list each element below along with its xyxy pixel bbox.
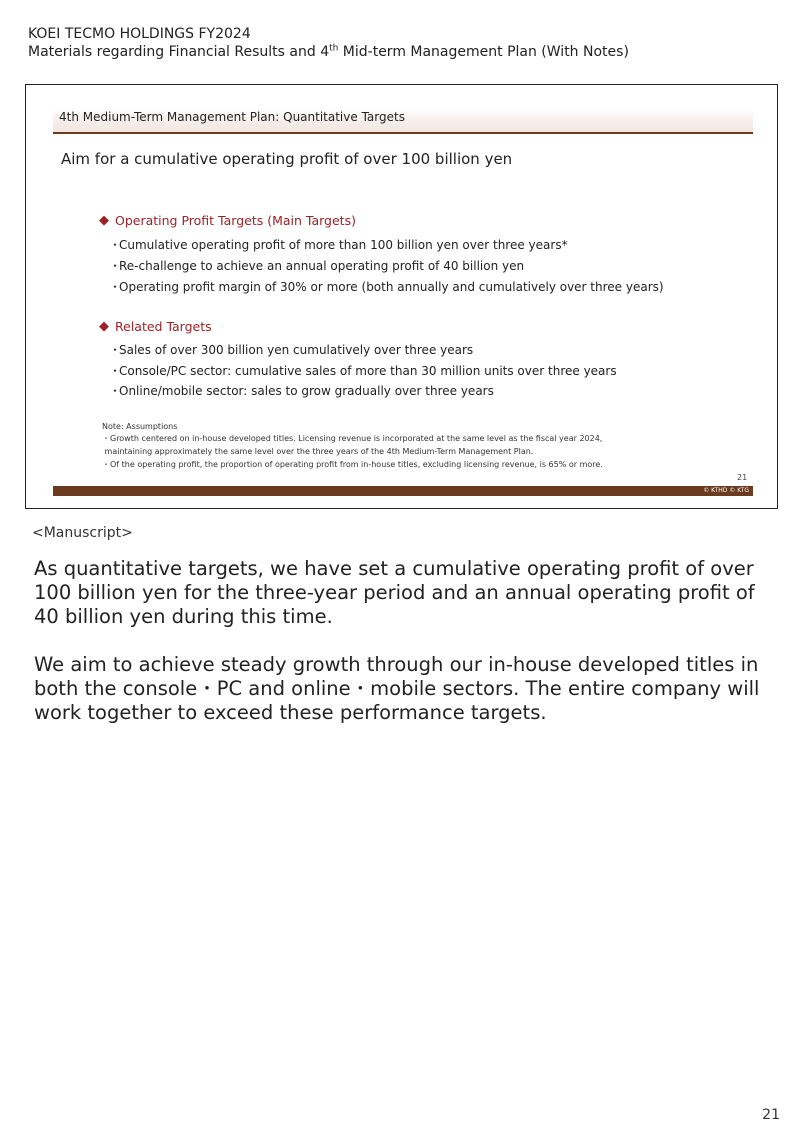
list-item: ・Sales of over 300 billion yen cumulatively over three years	[109, 343, 474, 357]
page-number: 21	[762, 1107, 780, 1123]
section-heading-related-targets	[99, 319, 212, 334]
copyright-text: © KTHD © KTG	[703, 487, 749, 494]
note-line: ・Of the operating profit, the proportion of operating profit from in-house titles, excluding licensing revenue, is 65% or more.	[102, 460, 603, 469]
section-heading-text: Related Targets	[115, 319, 212, 334]
subtitle-text: Materials regarding Financial Results and 4	[28, 44, 330, 60]
slide-headline: Aim for a cumulative operating profit of over 100 billion yen	[61, 150, 513, 168]
slide-page-number: 21	[737, 473, 748, 482]
manuscript-paragraph: We aim to achieve steady growth through our in-house developed titles in both the console・PC and online・mobile sectors. The entire company will work together to exceed these performance targets.	[34, 653, 760, 724]
section-heading-text: Operating Profit Targets (Main Targets)	[115, 213, 356, 228]
subtitle-text-end: Mid-term Management Plan (With Notes)	[338, 44, 629, 60]
slide-frame	[25, 84, 778, 509]
company-line: KOEI TECMO HOLDINGS FY2024	[28, 26, 251, 42]
list-item: ・Online/mobile sector: sales to grow gradually over three years	[109, 384, 494, 398]
slide-footer-bar	[53, 486, 753, 496]
list-item: ・Operating profit margin of 30% or more (both annually and cumulatively over three years)	[109, 280, 664, 294]
subtitle-superscript: th	[329, 43, 339, 54]
document-subtitle	[28, 43, 629, 61]
slide-title: 4th Medium-Term Management Plan: Quantitative Targets	[59, 110, 405, 124]
note-heading: Note: Assumptions	[102, 422, 178, 431]
section-heading-main-targets	[99, 213, 356, 228]
slide-title-bar	[53, 108, 753, 134]
manuscript-paragraph: As quantitative targets, we have set a cumulative operating profit of over 100 billion yen for the three-year period and an annual operating profit of 40 billion yen during this time.	[34, 557, 755, 628]
list-item: ・Cumulative operating profit of more than 100 billion yen over three years*	[109, 238, 568, 252]
diamond-bullet-icon: ◆	[99, 319, 109, 334]
list-item: ・Console/PC sector: cumulative sales of more than 30 million units over three years	[109, 364, 617, 378]
diamond-bullet-icon: ◆	[99, 213, 109, 228]
document-header	[28, 25, 629, 61]
list-item: ・Re-challenge to achieve an annual operating profit of 40 billion yen	[109, 259, 525, 273]
manuscript-label: <Manuscript>	[32, 525, 133, 541]
note-line: ・Growth centered on in-house developed titles. Licensing revenue is incorporated at the same level as the fiscal year 2024,	[102, 434, 603, 443]
note-line: maintaining approximately the same level over the three years of the 4th Medium-Term Management Plan.	[102, 447, 534, 456]
